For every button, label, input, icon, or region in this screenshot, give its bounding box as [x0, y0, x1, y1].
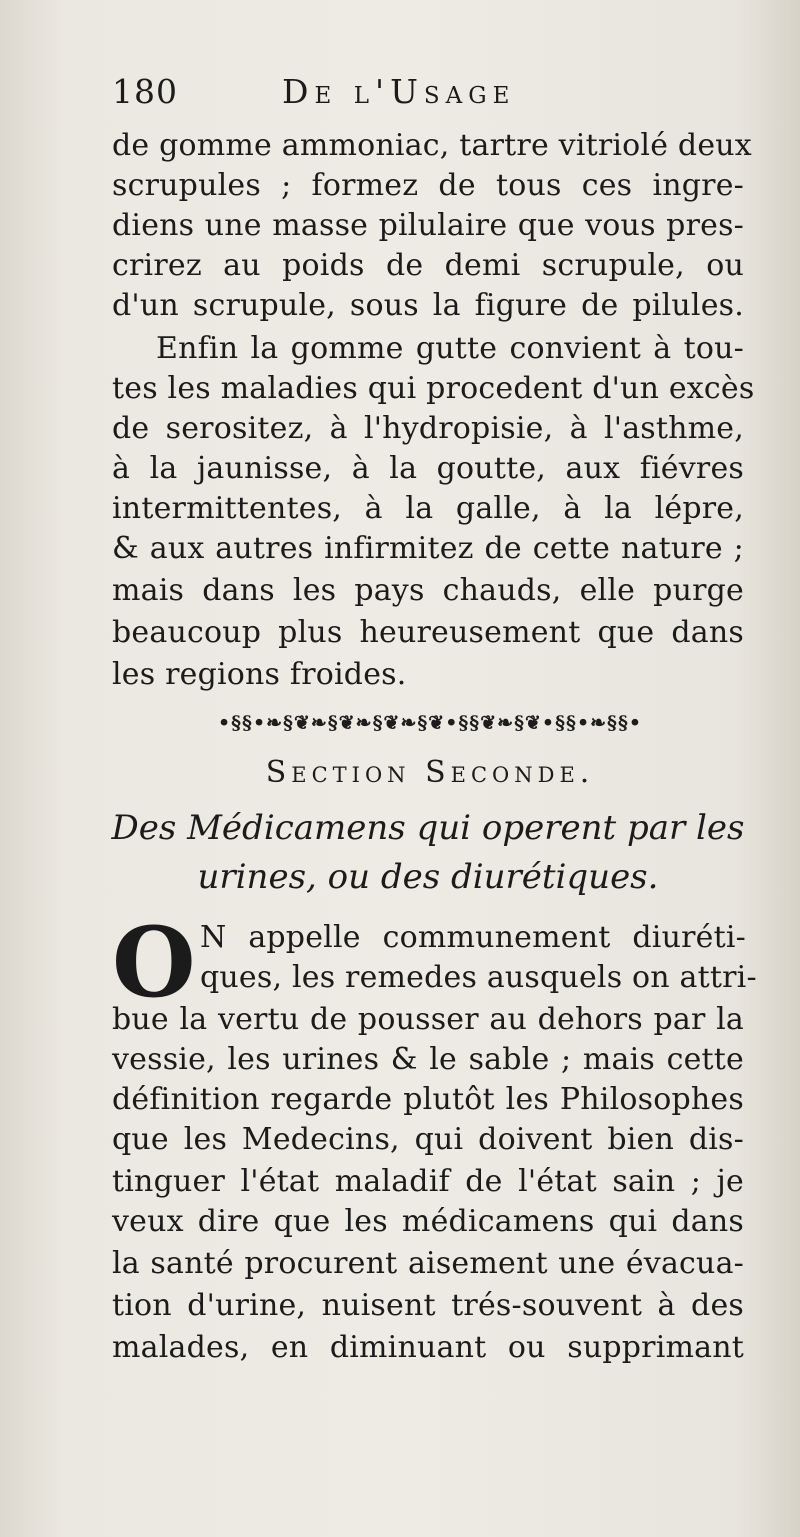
page-number: 180	[112, 72, 178, 111]
text-line: malades, en diminuant ou supprimant	[112, 1330, 744, 1365]
text-line: de gomme ammoniac, tartre vitriolé deux	[112, 128, 752, 163]
text-line: tes les maladies qui procedent d'un excès	[112, 371, 755, 406]
text-line: tion d'urine, nuisent trés-souvent à des	[112, 1288, 744, 1323]
text-line: & aux autres infirmitez de cette nature ;	[112, 531, 744, 566]
text-line: diens une masse pilulaire que vous pres-	[112, 208, 744, 243]
text-line: beaucoup plus heureusement que dans	[112, 615, 744, 650]
page-header	[112, 72, 752, 122]
ornamental-divider: •§§•❧§❦❧§❦❧§❦❧§❦•§§❦❧§❦•§§•❧§§•	[217, 712, 643, 734]
text-line: d'un scrupule, sous la figure de pilules.	[112, 288, 744, 323]
section-subtitle-line: urines, ou des diurétiques.	[197, 857, 659, 897]
drop-cap: O	[112, 906, 196, 1019]
text-line: scrupules ; formez de tous ces ingre-	[112, 168, 744, 203]
text-line: bue la vertu de pousser au dehors par la	[112, 1002, 744, 1037]
text-line: tinguer l'état maladif de l'état sain ; je	[112, 1164, 744, 1199]
text-line: de serositez, à l'hydropisie, à l'asthme,	[112, 411, 744, 446]
text-line: que les Medecins, qui doivent bien dis-	[112, 1122, 744, 1157]
text-line: crirez au poids de demi scrupule, ou	[112, 248, 744, 283]
section-heading: Section Seconde.	[265, 755, 595, 790]
running-head: De l'Usage	[282, 72, 516, 111]
text-line: intermittentes, à la galle, à la lépre,	[112, 491, 744, 526]
text-line: vessie, les urines & le sable ; mais cette	[112, 1042, 744, 1077]
text-line: N appelle communement diuréti-	[200, 920, 746, 955]
text-line: définition regarde plutôt les Philosophes	[112, 1082, 744, 1117]
text-line: veux dire que les médicamens qui dans	[112, 1204, 744, 1239]
text-line: les regions froides.	[112, 657, 407, 692]
text-line: à la jaunisse, à la goutte, aux fiévres	[112, 451, 744, 486]
text-line: mais dans les pays chauds, elle purge	[112, 573, 744, 608]
text-line: Enfin la gomme gutte convient à tou-	[156, 331, 744, 366]
text-line: la santé procurent aisement une évacua-	[112, 1246, 744, 1281]
text-line: ques, les remedes ausquels on attri-	[200, 960, 757, 995]
section-subtitle-line: Des Médicamens qui operent par les	[111, 808, 745, 848]
